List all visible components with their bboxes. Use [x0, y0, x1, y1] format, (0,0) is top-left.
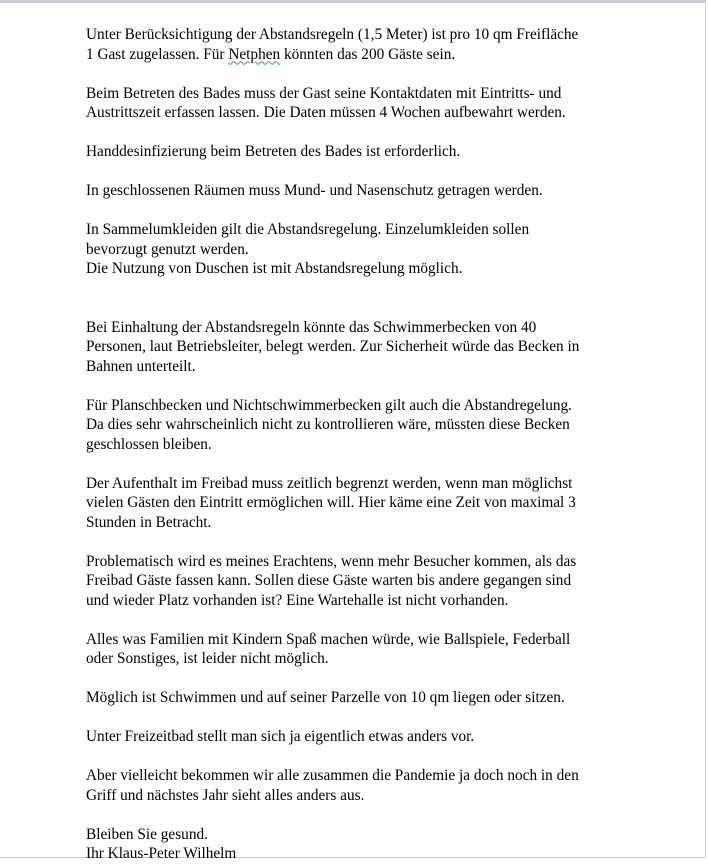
paragraph-paddling-pools: Für Planschbecken und Nichtschwimmerbecken gilt auch die Abstandregelung. Da dies sehr wahrscheinlich nicht zu kontrollieren wäre, müssten diese Becken geschlossen bleiben. [86, 396, 572, 453]
paragraph-hand-disinfection: Handdesinfizierung beim Betreten des Bades ist erforderlich. [86, 143, 461, 160]
paragraph-leisure-pool: Unter Freizeitbad stellt man sich ja eigentlich etwas anders vor. [86, 728, 475, 745]
spellcheck-flagged-word[interactable]: Netphen [228, 45, 281, 63]
paragraph-swimming-allowed: Möglich ist Schwimmen und auf seiner Parzelle von 10 qm liegen oder sitzen. [86, 689, 565, 706]
paragraph-closing: Bleiben Sie gesund. [86, 825, 208, 843]
paragraph-family-activities: Alles was Familien mit Kindern Spaß machen würde, wie Ballspiele, Federball oder Sonstiges, ist leider nicht möglich. [86, 630, 571, 667]
paragraph-showers: Die Nutzung von Duschen ist mit Abstandsregelung möglich. [86, 260, 463, 277]
paragraph-pandemic-hope: Aber vielleicht bekommen wir alle zusammen die Pandemie ja doch noch in den Griff und nächstes Jahr sieht alles anders aus. [86, 767, 579, 804]
paragraph-swimmer-pool: Bei Einhaltung der Abstandsregeln könnte das Schwimmerbecken von 40 Personen, laut Betriebsleiter, belegt werden. Zur Sicherheit würde das Becken in Bahnen unterteilt. [86, 318, 580, 375]
paragraph-mask-rule: In geschlossenen Räumen muss Mund- und Nasenschutz getragen werden. [86, 182, 543, 199]
paragraph-signature: Ihr Klaus-Peter Wilhelm [86, 845, 237, 862]
paragraph-time-limit: Der Aufenthalt im Freibad muss zeitlich begrenzt werden, wenn man möglichst vielen Gästen den Eintritt ermöglichen will. Hier käme eine Zeit von maximal 3 Stunden in Betracht. [86, 474, 576, 531]
document-body[interactable] [86, 25, 638, 864]
paragraph-guest-limit: Unter Berücksichtigung der Abstandsregeln (1,5 Meter) ist pro 10 qm Freifläche 1 Gast zugelassen. Für Netphen könnten das 200 Gäste sein. [86, 26, 579, 63]
paragraph-changing-rooms: In Sammelumkleiden gilt die Abstandsregelung. Einzelumkleiden sollen bevorzugt genutzt werden. [86, 221, 530, 258]
paragraph-capacity-problem: Problematisch wird es meines Erachtens, wenn mehr Besucher kommen, als das Freibad Gäste fassen kann. Sollen diese Gäste warten bis andere gegangen sind und wieder Platz vorhanden ist? Eine Wartehalle ist nicht vorhanden. [86, 552, 577, 609]
paragraph-contact-data: Beim Betreten des Bades muss der Gast seine Kontaktdaten mit Eintritts- und Austrittszeit erfassen lassen. Die Daten müssen 4 Wochen aufbewahrt werden. [86, 84, 566, 121]
